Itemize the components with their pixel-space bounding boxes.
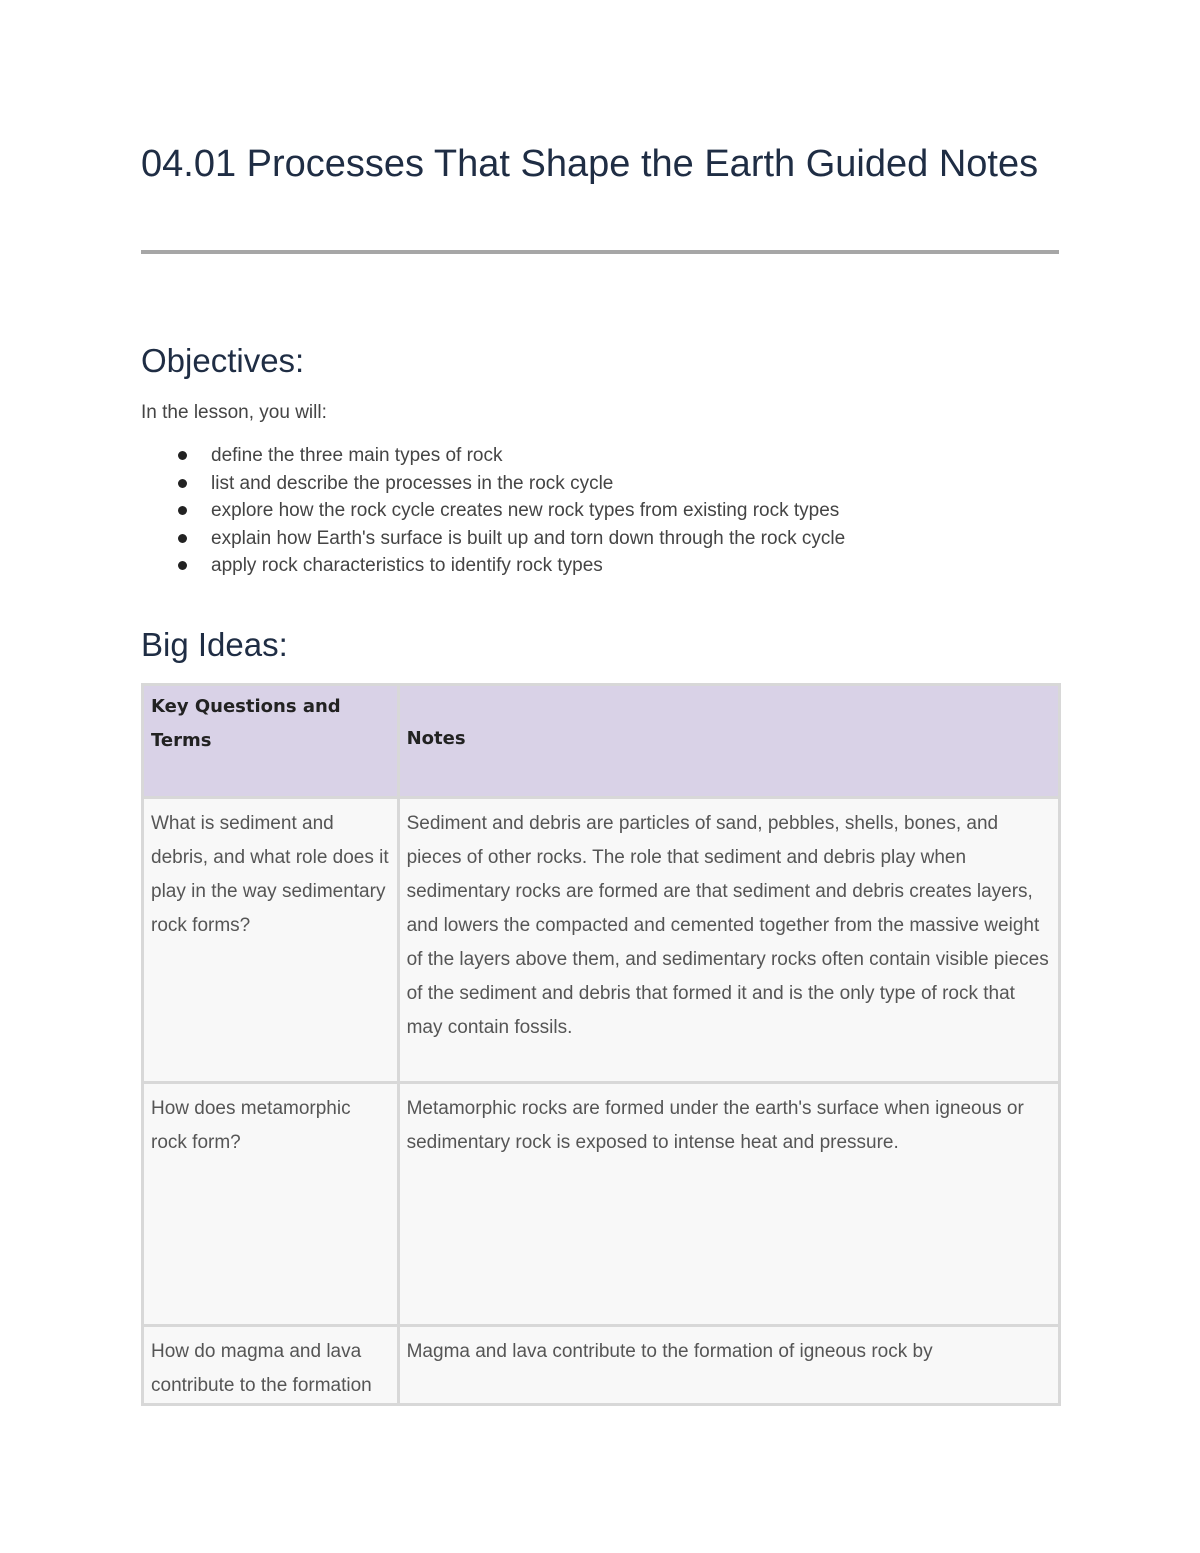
objective-item [141,470,845,498]
question-cell: How does metamorphic rock form? [143,1083,399,1326]
title-divider [141,250,1059,254]
notes-cell[interactable]: Magma and lava contribute to the formation of igneous rock by [398,1326,1059,1405]
notes-cell[interactable]: Sediment and debris are particles of sand, pebbles, shells, bones, and pieces of other rocks. The role that sediment and debris play when sedimentary rocks are formed are that sediment and debris creates layers, and lowers the compacted and cemented together from the massive weight of the layers above them, and sedimentary rocks often contain visible pieces of the sediment and debris that formed it and is the only type of rock that may contain fossils. [398,798,1059,1083]
objectives-list [141,442,845,580]
objectives-heading: Objectives: [141,342,305,379]
bullet-icon [178,451,187,460]
objective-text: explore how the rock cycle creates new rock types from existing rock types [211,500,840,521]
objective-text: apply rock characteristics to identify rock types [211,555,603,576]
objective-item [141,525,845,553]
bullet-icon [178,479,187,488]
header-notes: Notes [398,685,1059,798]
table-row [143,798,1060,1083]
objective-text: define the three main types of rock [211,445,503,466]
table-row [143,1083,1060,1326]
table-header-row [143,685,1060,798]
objectives-intro: In the lesson, you will: [141,402,327,423]
question-cell: What is sediment and debris, and what role does it play in the way sedimentary rock forms? [143,798,399,1083]
objective-item [141,497,845,525]
objective-text: list and describe the processes in the rock cycle [211,472,614,494]
bullet-icon [178,506,187,515]
bullet-icon [178,534,187,543]
table-row [143,1326,1060,1405]
bullet-icon [178,561,187,570]
objective-item [141,552,845,580]
notes-table [141,683,1061,1406]
big-ideas-heading: Big Ideas: [141,626,288,663]
question-cell: How do magma and lava contribute to the formation [143,1326,399,1405]
objective-item [141,442,845,470]
objective-text: explain how Earth's surface is built up and torn down through the rock cycle [211,527,846,549]
notes-cell[interactable]: Metamorphic rocks are formed under the earth's surface when igneous or sedimentary rock is exposed to intense heat and pressure. [398,1083,1059,1326]
header-key-questions: Key Questions and Terms [143,685,399,798]
document-title: 04.01 Processes That Shape the Earth Guided Notes [141,143,1039,185]
